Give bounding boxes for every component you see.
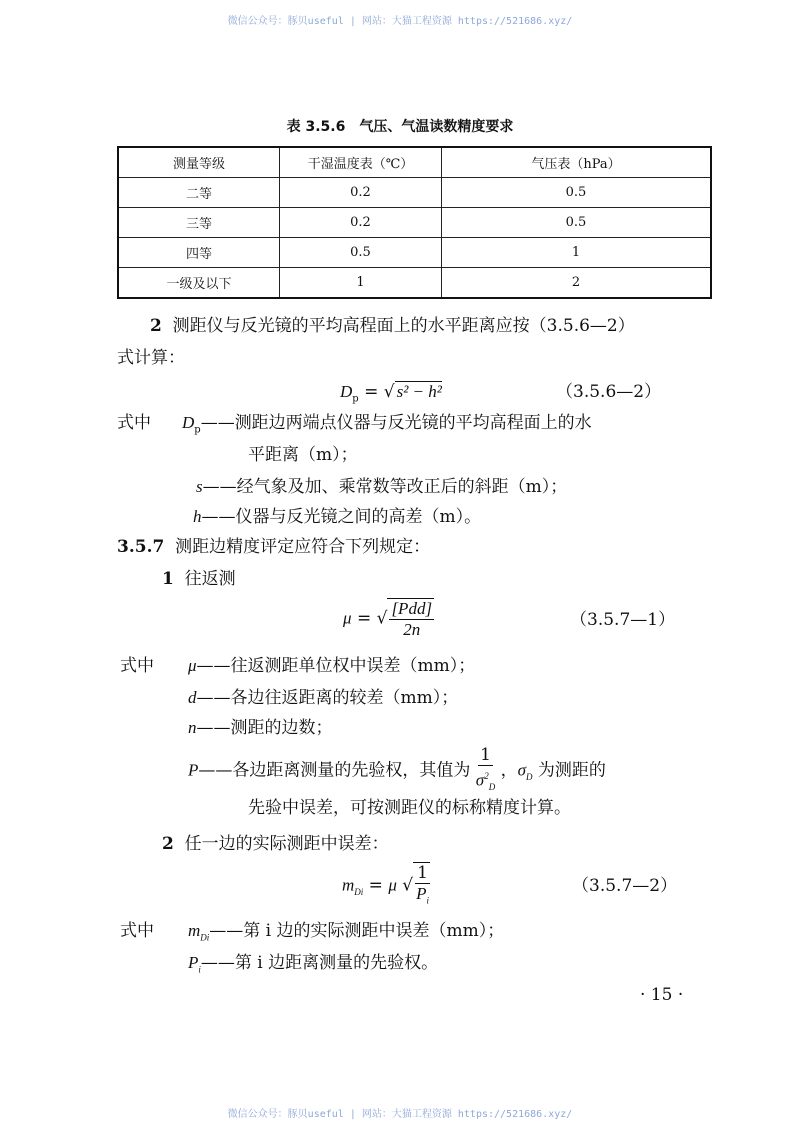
subscript: i bbox=[198, 964, 201, 975]
symbol: d bbox=[188, 688, 197, 707]
symbol: s bbox=[196, 477, 203, 496]
text: ——第 i 边的实际测距中误差（mm）； bbox=[209, 921, 505, 941]
watermark-bottom: 微信公众号：豚贝useful | 网站：大猫工程资源 https://521686.xyz/ bbox=[227, 1109, 573, 1120]
definition bbox=[188, 688, 458, 708]
equation-number: （3.5.7—1） bbox=[570, 610, 676, 630]
text: ——仪器与反光镜之间的高差（m）。 bbox=[201, 507, 482, 527]
subscript: p bbox=[352, 393, 359, 405]
text: ——测距的边数； bbox=[196, 718, 333, 738]
symbol: D bbox=[182, 413, 195, 432]
table-header-row bbox=[118, 147, 711, 178]
fraction bbox=[476, 745, 495, 797]
header-cell: 气压表（hPa） bbox=[442, 147, 712, 178]
item bbox=[162, 569, 236, 589]
definition bbox=[196, 477, 567, 497]
equation-3-5-7-1: μ = √ $\frac{\text{[Pdd]}}{2n}$ bbox=[343, 599, 433, 639]
definition bbox=[193, 507, 481, 527]
symbol: μ bbox=[188, 656, 197, 675]
symbol: μ bbox=[388, 875, 397, 895]
definition bbox=[182, 413, 592, 440]
text: ——第 i 边距离测量的先验权。 bbox=[200, 953, 439, 973]
symbol: m bbox=[188, 921, 201, 940]
cell: 2 bbox=[442, 268, 712, 299]
section-number: 3.5.7 bbox=[117, 537, 165, 557]
cell: 三等 bbox=[118, 208, 280, 238]
definition bbox=[188, 953, 438, 979]
text: 测距边精度评定应符合下列规定： bbox=[175, 537, 431, 557]
definition bbox=[188, 921, 504, 947]
numerator: 1 bbox=[417, 863, 428, 883]
radicand: s² − h² bbox=[396, 382, 442, 401]
definition-cont: 平距离（m）； bbox=[248, 445, 358, 465]
definition bbox=[188, 656, 475, 676]
symbol: μ bbox=[343, 608, 352, 628]
cell: 一级及以下 bbox=[118, 268, 280, 299]
cell: 1 bbox=[442, 238, 712, 268]
fraction bbox=[413, 862, 430, 910]
subscript: i bbox=[426, 895, 429, 906]
item-number: 2 bbox=[150, 316, 162, 336]
subscript: p bbox=[194, 424, 201, 436]
symbol: P bbox=[188, 953, 199, 972]
denominator bbox=[416, 884, 429, 910]
denominator bbox=[476, 766, 495, 797]
table-row bbox=[118, 178, 711, 208]
symbol: σ bbox=[517, 760, 526, 780]
text: ——往返测距单位权中误差（mm）； bbox=[196, 656, 476, 676]
equation-3-5-7-2: $m_{Di} = \mu$ √ $\frac{1}{P_i}$ bbox=[342, 862, 430, 910]
cell: 0.2 bbox=[280, 178, 442, 208]
text: 任一边的实际测距中误差： bbox=[184, 834, 389, 854]
cell: 0.5 bbox=[442, 208, 712, 238]
item-number: 2 bbox=[162, 834, 174, 854]
subscript: Di bbox=[200, 932, 210, 943]
where-label: 式中 bbox=[120, 656, 154, 676]
item-number: 1 bbox=[162, 569, 174, 589]
text: ——经气象及加、乘常数等改正后的斜距（m）； bbox=[202, 477, 568, 497]
section-heading bbox=[117, 537, 430, 557]
symbol: n bbox=[188, 718, 197, 737]
symbol: m bbox=[342, 875, 355, 895]
item bbox=[162, 834, 389, 854]
cell: 二等 bbox=[118, 178, 280, 208]
superscript: 2 bbox=[484, 771, 489, 781]
text: 测距仪与反光镜的平均高程面上的水平距离应按（3.5.6—2） bbox=[172, 316, 635, 336]
definition: P——各边距离测量的先验权，其值为 $\frac{1}{\sigma^2_D}$ ，$\sigma_D$ 为测距的 bbox=[188, 745, 606, 797]
sigma: σ bbox=[475, 770, 485, 790]
symbol: P bbox=[188, 760, 199, 780]
cell: 0.5 bbox=[280, 238, 442, 268]
table-row bbox=[118, 268, 711, 299]
precision-table bbox=[117, 146, 712, 299]
subscript: D bbox=[525, 771, 533, 782]
denominator: 2n bbox=[403, 620, 421, 639]
where-label: 式中 bbox=[117, 413, 151, 433]
cell: 0.2 bbox=[280, 208, 442, 238]
where-label: 式中 bbox=[120, 921, 154, 941]
text: 为测距的 bbox=[537, 760, 606, 781]
header-cell: 干湿温度表（℃） bbox=[280, 147, 442, 178]
cell: 0.5 bbox=[442, 178, 712, 208]
text: ——各边距离测量的先验权，其值为 bbox=[198, 760, 471, 781]
symbol: h bbox=[193, 507, 202, 526]
cell: 1 bbox=[280, 268, 442, 299]
numerator: 1 bbox=[480, 745, 491, 765]
subscript: D bbox=[488, 782, 496, 793]
table-row bbox=[118, 208, 711, 238]
paragraph-line bbox=[150, 316, 635, 336]
table-row bbox=[118, 238, 711, 268]
text: ——各边往返距离的较差（mm）； bbox=[196, 688, 459, 708]
table-title: 表 3.5.6 气压、气温读数精度要求 bbox=[286, 119, 514, 135]
header-cell: 测量等级 bbox=[118, 147, 280, 178]
cell: 四等 bbox=[118, 238, 280, 268]
fraction bbox=[387, 598, 434, 640]
text: 往返测 bbox=[184, 569, 236, 589]
page-number: · 15 · bbox=[640, 985, 684, 1005]
equation-number: （3.5.7—2） bbox=[572, 876, 678, 896]
symbol: D bbox=[340, 382, 353, 401]
symbol: P bbox=[416, 884, 427, 903]
text: ——测距边两端点仪器与反光镜的平均高程面上的水 bbox=[200, 413, 592, 433]
equation-number: （3.5.6—2） bbox=[556, 382, 662, 402]
equation-3-5-6-2: $D_p$ = √ s² − h² bbox=[340, 382, 442, 405]
numerator: [Pdd] bbox=[391, 599, 433, 618]
subscript: Di bbox=[354, 887, 364, 898]
definition bbox=[188, 718, 333, 738]
paragraph-line: 式计算： bbox=[117, 348, 185, 368]
watermark-top: 微信公众号：豚贝useful | 网站：大猫工程资源 https://521686.xyz/ bbox=[227, 16, 573, 27]
definition-cont: 先验中误差，可按测距仪的标称精度计算。 bbox=[248, 798, 571, 818]
